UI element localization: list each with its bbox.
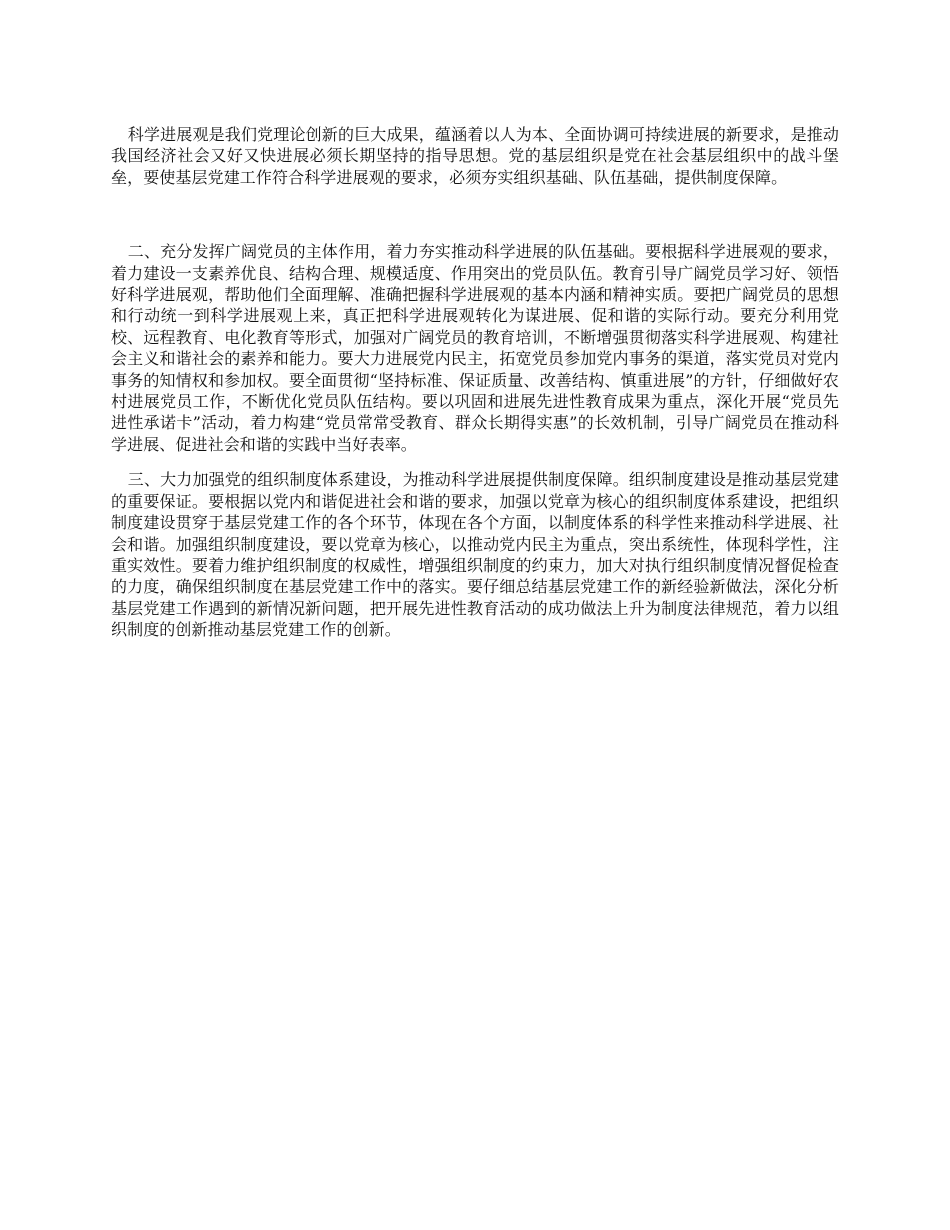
- paragraph-section-3: 三、大力加强党的组织制度体系建设，为推动科学进展提供制度保障。组织制度建设是推动基层党建的重要保证。要根据以党内和谐促进社会和谐的要求，加强以党章为核心的组织制度体系建设，把组织制度建设贯穿于基层党建工作的各个环节，体现在各个方面，以制度体系的科学性来推动科学进展、社会和谐。加强组织制度建设，要以党章为核心，以推动党内民主为重点，突出系统性，体现科学性，注重实效性。要着力维护组织制度的权威性，增强组织制度的约束力，加大对执行组织制度情况督促检查的力度，确保组织制度在基层党建工作中的落实。要仔细总结基层党建工作的新经验新做法，深化分析基层党建工作遇到的新情况新问题，把开展先进性教育活动的成功做法上升为制度法律规范，着力以组织制度的创新推动基层党建工作的创新。: [111, 470, 839, 640]
- paragraph-intro: 科学进展观是我们党理论创新的巨大成果，蕴涵着以人为本、全面协调可持续进展的新要求，是推动我国经济社会又好又快进展必须长期坚持的指导思想。党的基层组织是党在社会基层组织中的战斗堡垒，要使基层党建工作符合科学进展观的要求，必须夯实组织基础、队伍基础，提供制度保障。: [111, 125, 839, 187]
- document-body: [111, 124, 839, 641]
- paragraph-section-2: 二、充分发挥广阔党员的主体作用，着力夯实推动科学进展的队伍基础。要根据科学进展观的要求，着力建设一支素养优良、结构合理、规模适度、作用突出的党员队伍。教育引导广阔党员学习好、领悟好科学进展观，帮助他们全面理解、准确把握科学进展观的基本内涵和精神实质。要把广阔党员的思想和行动统一到科学进展观上来，真正把科学进展观转化为谋进展、促和谐的实际行动。要充分利用党校、远程教育、电化教育等形式，加强对广阔党员的教育培训，不断增强贯彻落实科学进展观、构建社会主义和谐社会的素养和能力。要大力进展党内民主，拓宽党员参加党内事务的渠道，落实党员对党内事务的知情权和参加权。要全面贯彻“坚持标准、保证质量、改善结构、慎重进展”的方针，仔细做好农村进展党员工作，不断优化党员队伍结构。要以巩固和进展先进性教育成果为重点，深化开展“党员先进性承诺卡”活动，着力构建“党员常常受教育、群众长期得实惠”的长效机制，引导广阔党员在推动科学进展、促进社会和谐的实践中当好表率。: [111, 242, 839, 454]
